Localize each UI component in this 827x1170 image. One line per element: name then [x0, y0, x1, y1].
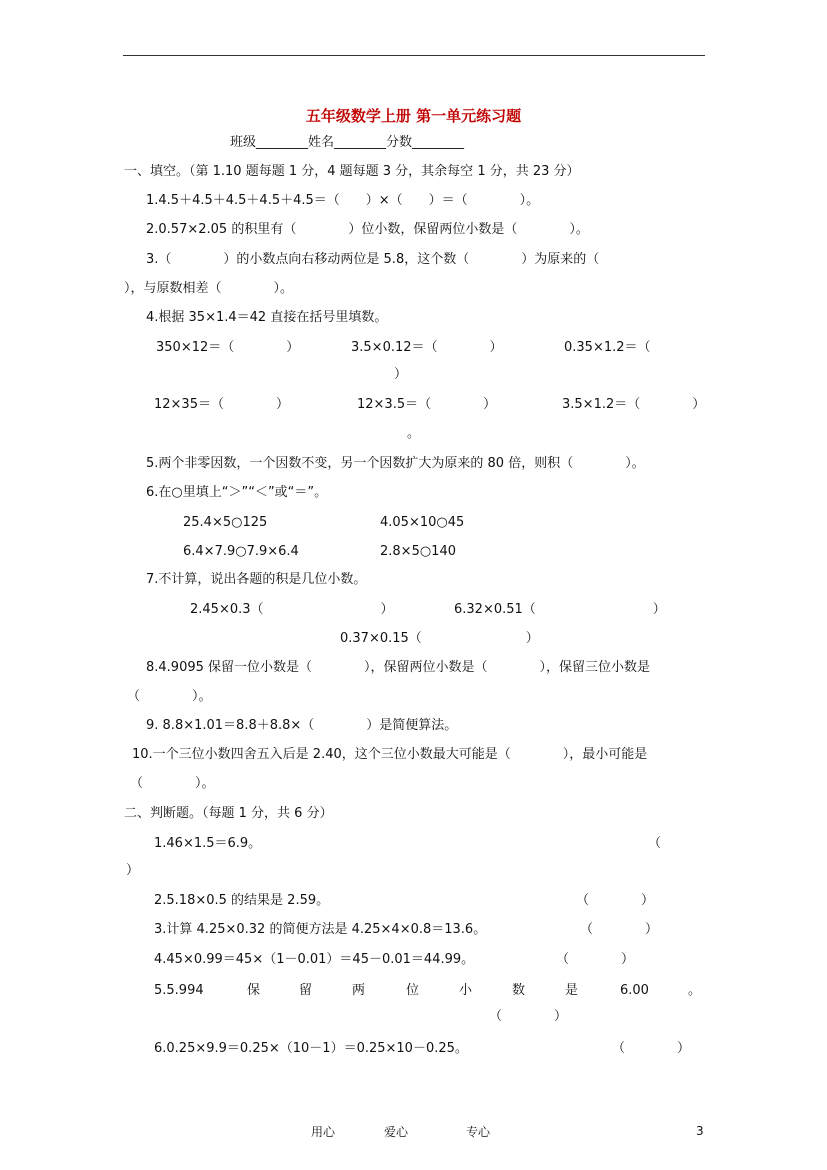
question-8-line-2: （ ）。	[127, 689, 212, 704]
judgement-5-bracket: （ ）	[489, 1009, 568, 1024]
judgement-6-bracket: （ ）	[612, 1041, 691, 1056]
judgement-3-bracket: （ ）	[580, 922, 659, 937]
question-4-item-b: 3.5×0.12＝（ ）	[351, 340, 503, 355]
question-6-item-c: 6.4×7.9○7.9×6.4	[183, 544, 299, 559]
footer-item: 专心	[466, 1125, 491, 1139]
question-4-item-c-close: ）	[394, 367, 408, 382]
judgement-5-word: 两	[352, 983, 366, 998]
judgement-2: 2.5.18×0.5 的结果是 2.59。	[154, 893, 330, 908]
judgement-5-word: 位	[406, 983, 420, 998]
student-info-line: 班级________姓名________分数________	[230, 135, 465, 150]
question-6-item-b: 4.05×10○45	[380, 515, 465, 530]
question-4-item-d: 12×35＝（ ）	[154, 397, 289, 412]
judgement-5-word: 留	[299, 983, 313, 998]
question-7-item-c: 0.37×0.15（ ）	[340, 631, 539, 646]
judgement-4-bracket: （ ）	[556, 952, 635, 967]
question-6-item-d: 2.8×5○140	[380, 544, 456, 559]
judgement-5-word: 5.5.994	[154, 983, 204, 998]
question-7: 7.不计算，说出各题的积是几位小数。	[146, 572, 367, 587]
judgement-5-word: 数	[512, 983, 526, 998]
judgement-6: 6.0.25×9.9＝0.25×（10－1）＝0.25×10－0.25。	[154, 1041, 468, 1056]
question-4-item-c: 0.35×1.2＝（	[564, 340, 651, 355]
question-4-item-e: 12×3.5＝（ ）	[357, 397, 497, 412]
judgement-5-word: 6.00	[620, 983, 649, 998]
judgement-5-word: 保	[247, 983, 261, 998]
question-8-line-1: 8.4.9095 保留一位小数是（ ），保留两位小数是（ ），保留三位小数是	[146, 660, 651, 675]
section-2-heading: 二、判断题。（每题 1 分，共 6 分）	[124, 806, 333, 821]
question-7-item-b: 6.32×0.51（ ）	[454, 602, 666, 617]
judgement-4: 4.45×0.99＝45×（1－0.01）＝45－0.01＝44.99。	[154, 952, 475, 967]
question-10-line-2: （ ）。	[130, 776, 215, 791]
section-1-heading: 一、填空。（第 1.10 题每题 1 分，4 题每题 3 分，其余每空 1 分，共 23 分）	[124, 164, 580, 179]
judgement-5-word: 是	[565, 983, 579, 998]
question-7-item-a: 2.45×0.3（ ）	[190, 602, 394, 617]
header-rule	[123, 55, 705, 56]
question-10-line-1: 10.一个三位小数四舍五入后是 2.40，这个三位小数最大可能是（ ），最小可能是	[132, 747, 648, 762]
question-4-item-a: 350×12＝（ ）	[156, 340, 300, 355]
question-6: 6.在○里填上“＞”“＜”或“＝”。	[146, 485, 328, 500]
question-1: 1.4.5＋4.5＋4.5＋4.5＋4.5＝（ ）×（ ）＝（ ）。	[146, 193, 540, 208]
question-3-line-2: ），与原数相差（ ）。	[124, 281, 294, 296]
page-number: 3	[696, 1124, 704, 1138]
judgement-2-bracket: （ ）	[576, 893, 655, 908]
question-3-line-1: 3.（ ）的小数点向右移动两位是 5.8，这个数（ ）为原来的（	[146, 252, 600, 267]
question-4-item-f: 3.5×1.2＝（ ）	[562, 397, 706, 412]
footer-item: 爱心	[384, 1125, 409, 1139]
judgement-1-close: ）	[126, 863, 140, 878]
page-title: 五年级数学上册 第一单元练习题	[305, 107, 522, 125]
judgement-1: 1.46×1.5＝6.9。	[154, 836, 262, 851]
question-9: 9. 8.8×1.01＝8.8＋8.8×（ ）是简便算法。	[146, 718, 458, 733]
judgement-5-word: 。	[688, 983, 702, 998]
question-6-item-a: 25.4×5○125	[183, 515, 268, 530]
judgement-1-open: （	[648, 836, 662, 851]
question-5: 5.两个非零因数，一个因数不变，另一个因数扩大为原来的 80 倍，则积（ ）。	[146, 456, 645, 471]
question-4-item-f-dot: 。	[407, 426, 421, 441]
footer-item: 用心	[311, 1125, 336, 1139]
judgement-5-word: 小	[459, 983, 473, 998]
question-4: 4.根据 35×1.4＝42 直接在括号里填数。	[146, 310, 388, 325]
question-2: 2.0.57×2.05 的积里有（ ）位小数，保留两位小数是（ ）。	[146, 222, 589, 237]
judgement-3: 3.计算 4.25×0.32 的简便方法是 4.25×4×0.8＝13.6。	[154, 922, 487, 937]
